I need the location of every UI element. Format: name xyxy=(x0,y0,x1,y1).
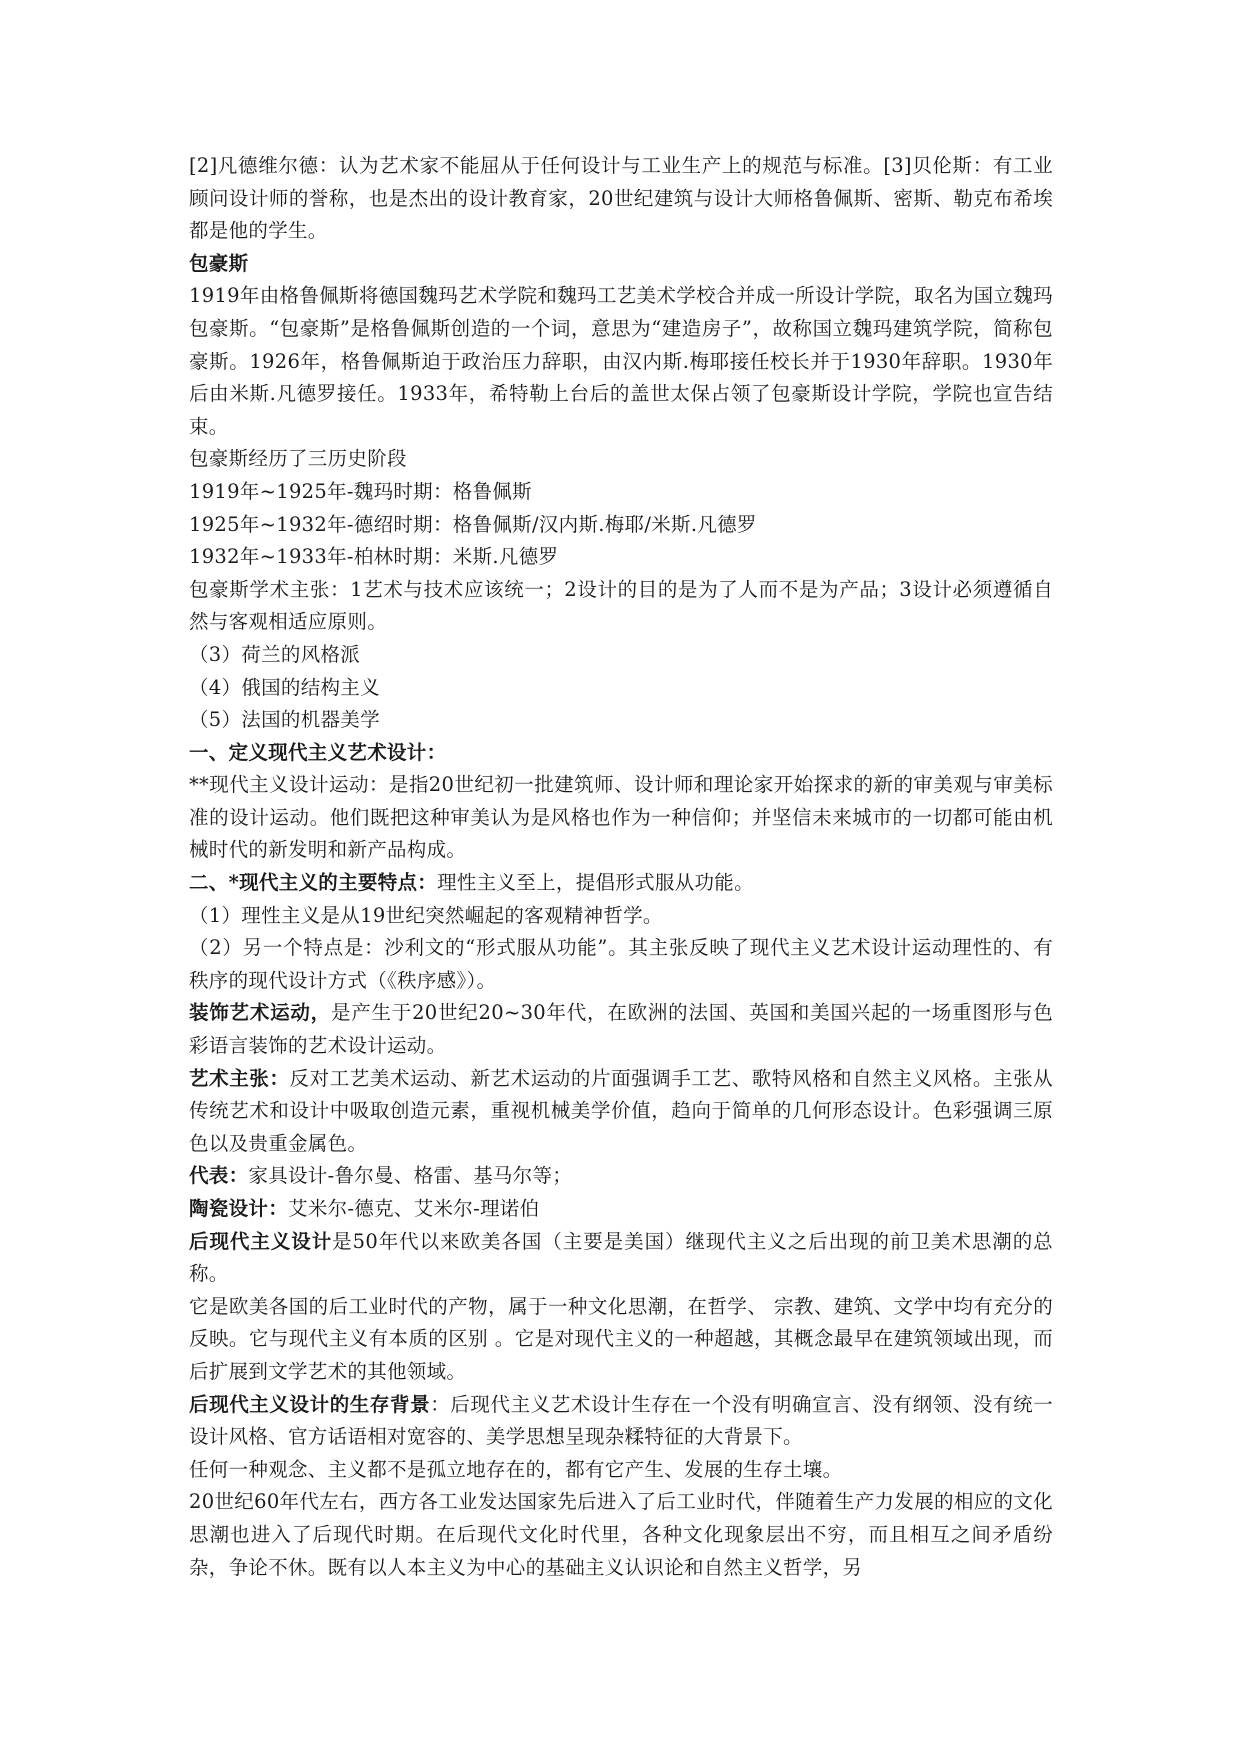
paragraph-postmodern-design: 后现代主义设计是50年代以来欧美各国（主要是美国）继现代主义之后出现的前卫美术思潮的总称。 xyxy=(189,1229,1053,1286)
paragraph-designers: [2]凡德维尔德：认为艺术家不能屈从于任何设计与工业生产上的规范与标准。[3]贝伦斯：有工业顾问设计师的誉称，也是杰出的设计教育家，20世纪建筑与设计大师格鲁佩斯、密斯、勒克布希埃都是他的学生。 xyxy=(189,154,1053,243)
heading-art-deco: 装饰艺术运动， xyxy=(189,1001,331,1025)
stage-weimar: 1919年~1925年-魏玛时期：格鲁佩斯 xyxy=(189,479,532,503)
paragraph-ceramic-design: 陶瓷设计：艾米尔-德克、艾米尔-理诺伯 xyxy=(189,1197,540,1220)
stage-dessau: 1925年~1932年-德绍时期：格鲁佩斯/汉内斯.梅耶/米斯.凡德罗 xyxy=(189,512,757,536)
document-page xyxy=(189,150,1053,1584)
paragraph-ideas-context: 任何一种观念、主义都不是孤立地存在的，都有它产生、发展的生存土壤。 xyxy=(189,1457,843,1481)
heading-postmodern-design: 后现代主义设计 xyxy=(189,1229,333,1253)
heading-modernism-features: 二、*现代主义的主要特点： xyxy=(189,871,438,895)
heading-art-principles: 艺术主张： xyxy=(189,1066,290,1090)
heading-bauhaus: 包豪斯 xyxy=(189,251,249,275)
stage-berlin: 1932年~1933年-柏林时期：米斯.凡德罗 xyxy=(189,545,559,569)
paragraph-bauhaus-stages: 包豪斯经历了三历史阶段 xyxy=(189,447,407,471)
paragraph-bauhaus-principles: 包豪斯学术主张：1艺术与技术应该统一；2设计的目的是为了人而不是为产品；3设计必须遵循自然与客观相适应原则。 xyxy=(189,577,1053,634)
paragraph-rationalism: （1）理性主义是从19世纪突然崛起的客观精神哲学。 xyxy=(189,903,663,927)
list-item-de-stijl: （3）荷兰的风格派 xyxy=(189,642,361,666)
paragraph-art-deco: 装饰艺术运动，是产生于20世纪20~30年代，在欧洲的法国、英国和美国兴起的一场重图形与色彩语言装饰的艺术设计运动。 xyxy=(189,1001,1053,1058)
paragraph-postmodern-product: 它是欧美各国的后工业时代的产物，属于一种文化思潮，在哲学、 宗教、建筑、文学中均有充分的反映。它与现代主义有本质的区别 。它是对现代主义的一种超越，其概念最早在建筑领域出现，而后扩展到文学艺术的其他领域。 xyxy=(189,1294,1053,1383)
heading-postmodern-background: 后现代主义设计的生存背景 xyxy=(189,1392,431,1416)
list-item-constructivism: （4）俄国的结构主义 xyxy=(189,675,380,699)
paragraph-postindustrial-era: 20世纪60年代左右，西方各工业发达国家先后进入了后工业时代，伴随着生产力发展的相应的文化思潮也进入了后现代时期。在后现代文化时代里，各种文化现象层出不穷，而且相互之间矛盾纷杂，争论不休。既有以人本主义为中心的基础主义认识论和自然主义哲学，另 xyxy=(189,1490,1053,1579)
paragraph-representatives: 代表：家具设计-鲁尔曼、格雷、基马尔等； xyxy=(189,1164,573,1188)
heading-modernism-definition: 一、定义现代主义艺术设计： xyxy=(189,740,447,764)
paragraph-art-principles: 艺术主张：反对工艺美术运动、新艺术运动的片面强调手工艺、歌特风格和自然主义风格。主张从传统艺术和设计中吸取创造元素，重视机械美学价值，趋向于简单的几何形态设计。色彩强调三原色以及贵重金属色。 xyxy=(189,1066,1053,1155)
heading-ceramic-design: 陶瓷设计： xyxy=(189,1197,289,1220)
paragraph-bauhaus-history: 1919年由格鲁佩斯将德国魏玛艺术学院和魏玛工艺美术学校合并成一所设计学院，取名为国立魏玛包豪斯。“包豪斯”是格鲁佩斯创造的一个词，意思为“建造房子”，故称国立魏玛建筑学院，简称包豪斯。1926年，格鲁佩斯迫于政治压力辞职，由汉内斯.梅耶接任校长并于1930年辞职。1930年后由米斯.凡德罗接任。1933年，希特勒上台后的盖世太保占领了包豪斯设计学院，学院也宣告结束。 xyxy=(189,284,1053,438)
paragraph-form-follows-function: （2）另一个特点是：沙利文的“形式服从功能”。其主张反映了现代主义艺术设计运动理性的、有秩序的现代设计方式（《秩序感》）。 xyxy=(189,936,1053,992)
paragraph-postmodern-background: 后现代主义设计的生存背景：后现代主义艺术设计生存在一个没有明确宣言、没有纲领、没有统一设计风格、官方话语相对宽容的、美学思想呈现杂糅特征的大背景下。 xyxy=(189,1392,1053,1449)
heading-representatives: 代表： xyxy=(189,1164,249,1188)
list-item-machine-aesthetic: （5）法国的机器美学 xyxy=(189,708,380,732)
paragraph-modernism-definition: **现代主义设计运动：是指20世纪初一批建筑师、设计师和理论家开始探求的新的审美观与审美标准的设计运动。他们既把这种审美认为是风格也作为一种信仰；并坚信未来城市的一切都可能由机械时代的新发明和新产品构成。 xyxy=(189,773,1053,862)
paragraph-modernism-features: 二、*现代主义的主要特点：理性主义至上，提倡形式服从功能。 xyxy=(189,871,754,895)
